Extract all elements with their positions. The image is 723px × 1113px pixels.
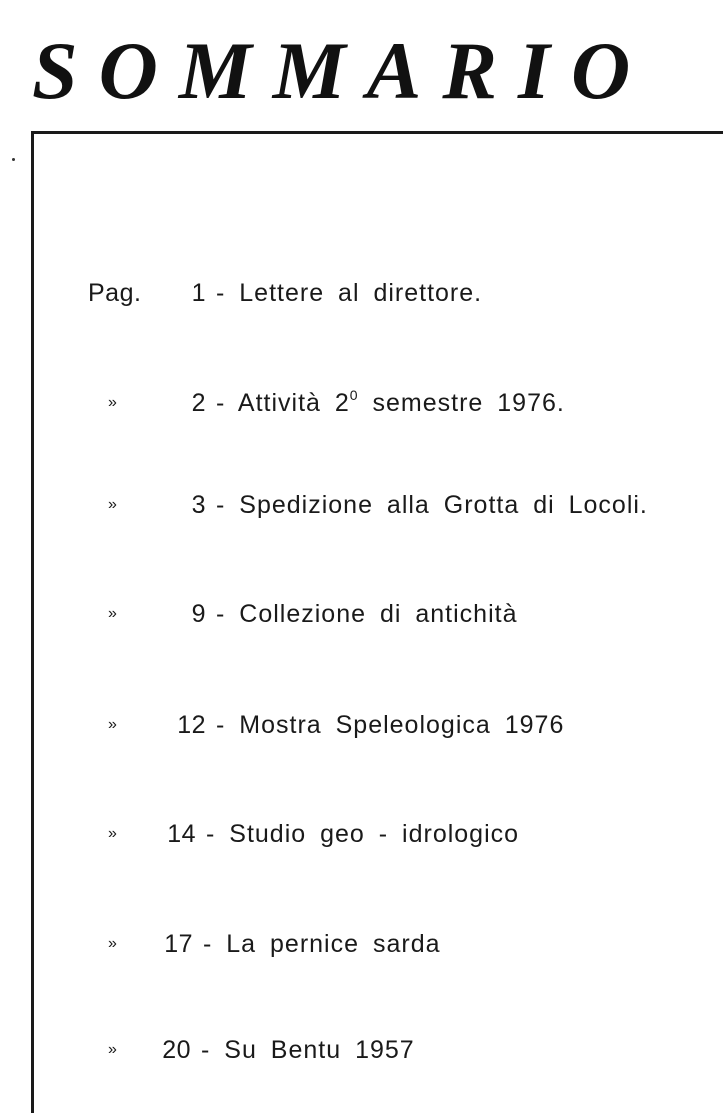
toc-entry-title: - Collezione di antichità [216, 600, 518, 628]
toc-entry-prefix: Pag. [88, 279, 142, 307]
toc-entry-page: 9 [191, 600, 206, 628]
toc-entry-prefix: » [108, 394, 118, 411]
page-title: SOMMARIO [32, 25, 652, 116]
toc-entry-title: - Studio geo - idrologico [206, 820, 520, 848]
toc-entry [0, 705, 723, 745]
toc-entry-prefix: » [108, 825, 118, 842]
toc-entry [0, 1030, 723, 1070]
toc-entry-title: - Spedizione alla Grotta di Locoli. [216, 491, 648, 519]
toc-entry-page: 14 [167, 820, 196, 848]
toc-entry-title-part: - Attività 2 [216, 389, 350, 417]
toc-entry [0, 383, 723, 423]
toc-entry [0, 594, 723, 634]
toc-entry-prefix: » [108, 716, 118, 733]
toc-entry-prefix: » [108, 935, 118, 952]
toc-entry [0, 273, 723, 313]
toc-entry-title: - La pernice sarda [203, 930, 441, 958]
toc-entry-prefix: » [108, 605, 118, 622]
toc-entry-prefix: » [108, 1041, 118, 1058]
toc-entry-page: 3 [191, 491, 206, 519]
toc-entry [0, 485, 723, 525]
toc-entry-page: 1 [191, 279, 206, 307]
toc-entry-page: 2 [191, 389, 206, 417]
toc-entry-title: - Lettere al direttore. [216, 279, 483, 307]
toc-entry-page: 17 [164, 930, 193, 958]
toc-entry-title: - Su Bentu 1957 [201, 1036, 415, 1064]
toc-entry-title: - Mostra Speleologica 1976 [216, 711, 565, 739]
toc-entry-title-part: semestre 1976. [358, 389, 565, 417]
toc-entry-title-superscript: 0 [349, 386, 359, 403]
toc-entry [0, 814, 723, 854]
toc-entry [0, 924, 723, 964]
toc-entry-title [216, 383, 565, 423]
toc-entry-prefix: » [108, 496, 118, 513]
toc-entry-page: 12 [177, 711, 206, 739]
toc-entry-page: 20 [162, 1036, 191, 1064]
